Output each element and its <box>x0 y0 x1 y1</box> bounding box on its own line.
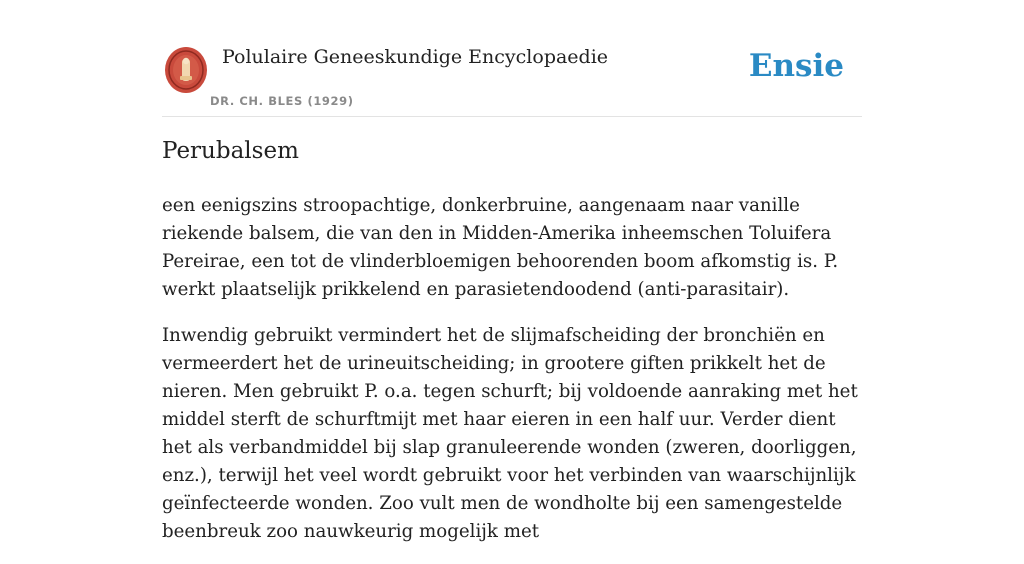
book-cover-icon[interactable] <box>164 46 208 94</box>
article-title: Perubalsem <box>162 138 299 164</box>
article-paragraph: Inwendig gebruikt vermindert het de slijmafscheiding der bronchiën en vermeerdert het de urineuitscheiding; in grootere giften prikkelt het de nieren. Men gebruikt P. o.a. tegen schurft; bij voldoende aanraking met het middel sterft de schurftmijt met haar eieren in een half uur. Verder dient het als verbandmiddel bij slap granuleerende wonden (zweren, doorliggen, enz.), terwijl het veel wordt gebruikt voor het verbinden van waarschijnlijk geïnfecteerde wonden. Zoo vult men de wondholte bij een samengestelde beenbreuk zoo nauwkeurig mogelijk met <box>162 325 858 542</box>
brand-logo[interactable]: Ensie <box>748 48 844 84</box>
article-paragraph: een eenigszins stroopachtige, donkerbruine, aangenaam naar vanille riekende balsem, die van den in Midden-Amerika inheemschen Toluifera Pereirae, een tot de vlinderbloemigen behoorenden boom afkomstig is. P. werkt plaatselijk prikkelend en parasietendoodend (anti-parasitair). <box>162 195 839 300</box>
book-title[interactable]: Polulaire Geneeskundige Encyclopaedie <box>222 46 609 68</box>
article-body <box>162 192 862 564</box>
book-author: DR. CH. BLES (1929) <box>210 94 354 108</box>
site-header <box>162 40 862 117</box>
